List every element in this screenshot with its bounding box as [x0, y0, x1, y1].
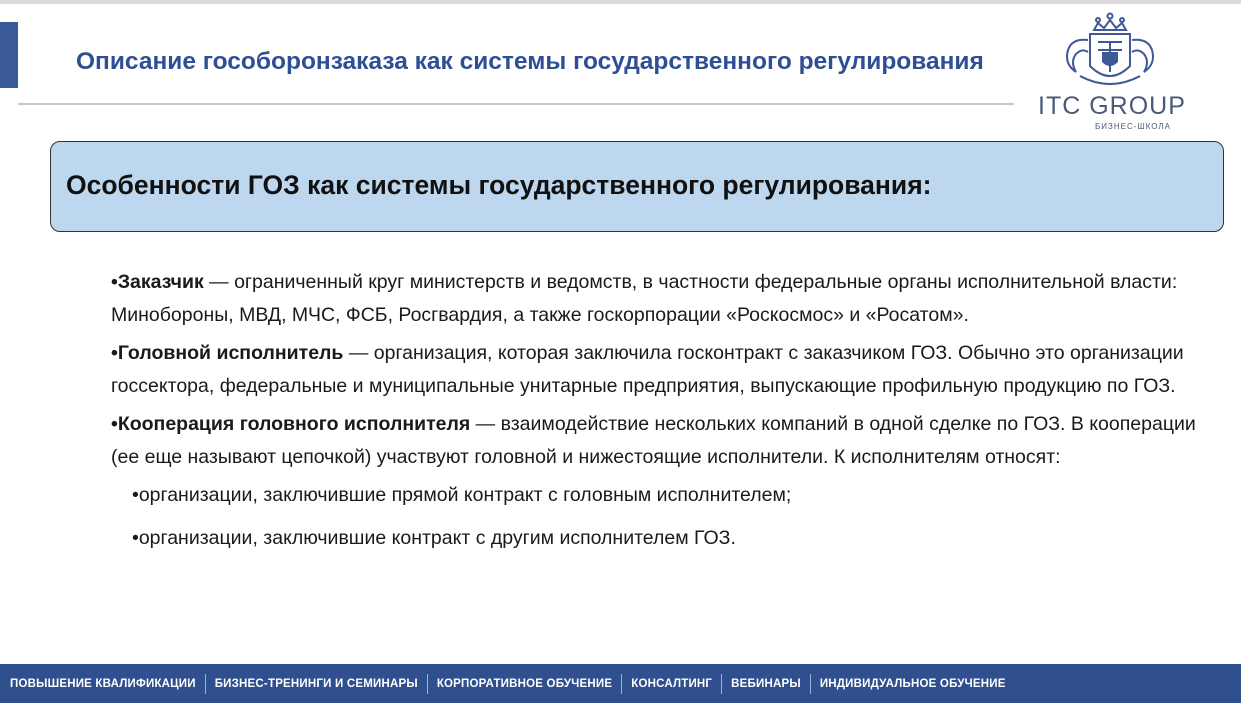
left-accent-bar — [0, 22, 18, 88]
bullet: • — [111, 342, 118, 364]
slide-title: Описание гособоронзаказа как системы государственного регулирования — [76, 48, 984, 75]
term-customer: Заказчик — [117, 271, 204, 293]
bullet: • — [132, 484, 139, 506]
term-cooperation: Кооперация головного исполнителя — [117, 413, 471, 435]
bullet: • — [111, 413, 118, 435]
title-divider — [18, 103, 1014, 105]
itc-group-logo — [1030, 10, 1215, 135]
footer-separator — [205, 674, 206, 694]
footer-item-corporate: КОРПОРАТИВНОЕ ОБУЧЕНИЕ — [436, 677, 613, 690]
top-border-line — [0, 0, 1241, 4]
footer-separator — [810, 674, 811, 694]
logo-subtitle: БИЗНЕС-ШКОЛА — [1095, 122, 1172, 131]
logo-name: ITC GROUP — [1038, 92, 1186, 120]
footer-item-webinars: ВЕБИНАРЫ — [731, 677, 801, 690]
sub-list-item — [132, 479, 1226, 512]
footer-separator — [427, 674, 428, 694]
content-body — [111, 266, 1226, 564]
footer-item-qualification: ПОВЫШЕНИЕ КВАЛИФИКАЦИИ — [10, 677, 196, 690]
item-text: — взаимодействие нескольких компаний в одной сделке по ГОЗ. В кооперации (ее еще называют цепочкой) участвуют головной и нижестоящие исполнители. К исполнителям относят: — [111, 413, 1196, 468]
section-header-text: Особенности ГОЗ как системы государственного регулирования: — [66, 170, 932, 200]
footer-separator — [721, 674, 722, 694]
footer-separator — [621, 674, 622, 694]
bullet: • — [132, 526, 139, 549]
term-head-contractor: Головной исполнитель — [117, 342, 344, 364]
section-header-box — [50, 141, 1224, 232]
sub-item-text: организации, заключившие прямой контракт с головным исполнителем; — [138, 484, 792, 506]
footer-item-individual: ИНДИВИДУАЛЬНОЕ ОБУЧЕНИЕ — [819, 677, 1006, 690]
footer-bar — [0, 664, 1241, 703]
list-item-cooperation — [111, 408, 1226, 473]
sub-list-item — [132, 522, 1226, 555]
footer-item-consulting: КОНСАЛТИНГ — [631, 677, 713, 690]
item-text: — организация, которая заключила госконтракт с заказчиком ГОЗ. Обычно это организации госсектора, федеральные и муниципальные унитарные предприятия, выпускающие профильную продукцию по ГОЗ. — [111, 342, 1184, 397]
item-text: — ограниченный круг министерств и ведомств, в частности федеральные органы исполнительной власти: Минобороны, МВД, МЧС, ФСБ, Росгвардия, а также госкорпорации «Роскосмос» и «Росатом». — [111, 271, 1178, 326]
bullet: • — [111, 271, 118, 293]
list-item-head-contractor — [111, 337, 1226, 402]
list-item-customer — [111, 266, 1226, 331]
footer-item-trainings: БИЗНЕС-ТРЕНИНГИ И СЕМИНАРЫ — [214, 677, 418, 690]
sub-item-text: организации, заключившие контракт с другим исполнителем ГОЗ. — [138, 526, 736, 549]
crest-icon — [1060, 10, 1160, 95]
